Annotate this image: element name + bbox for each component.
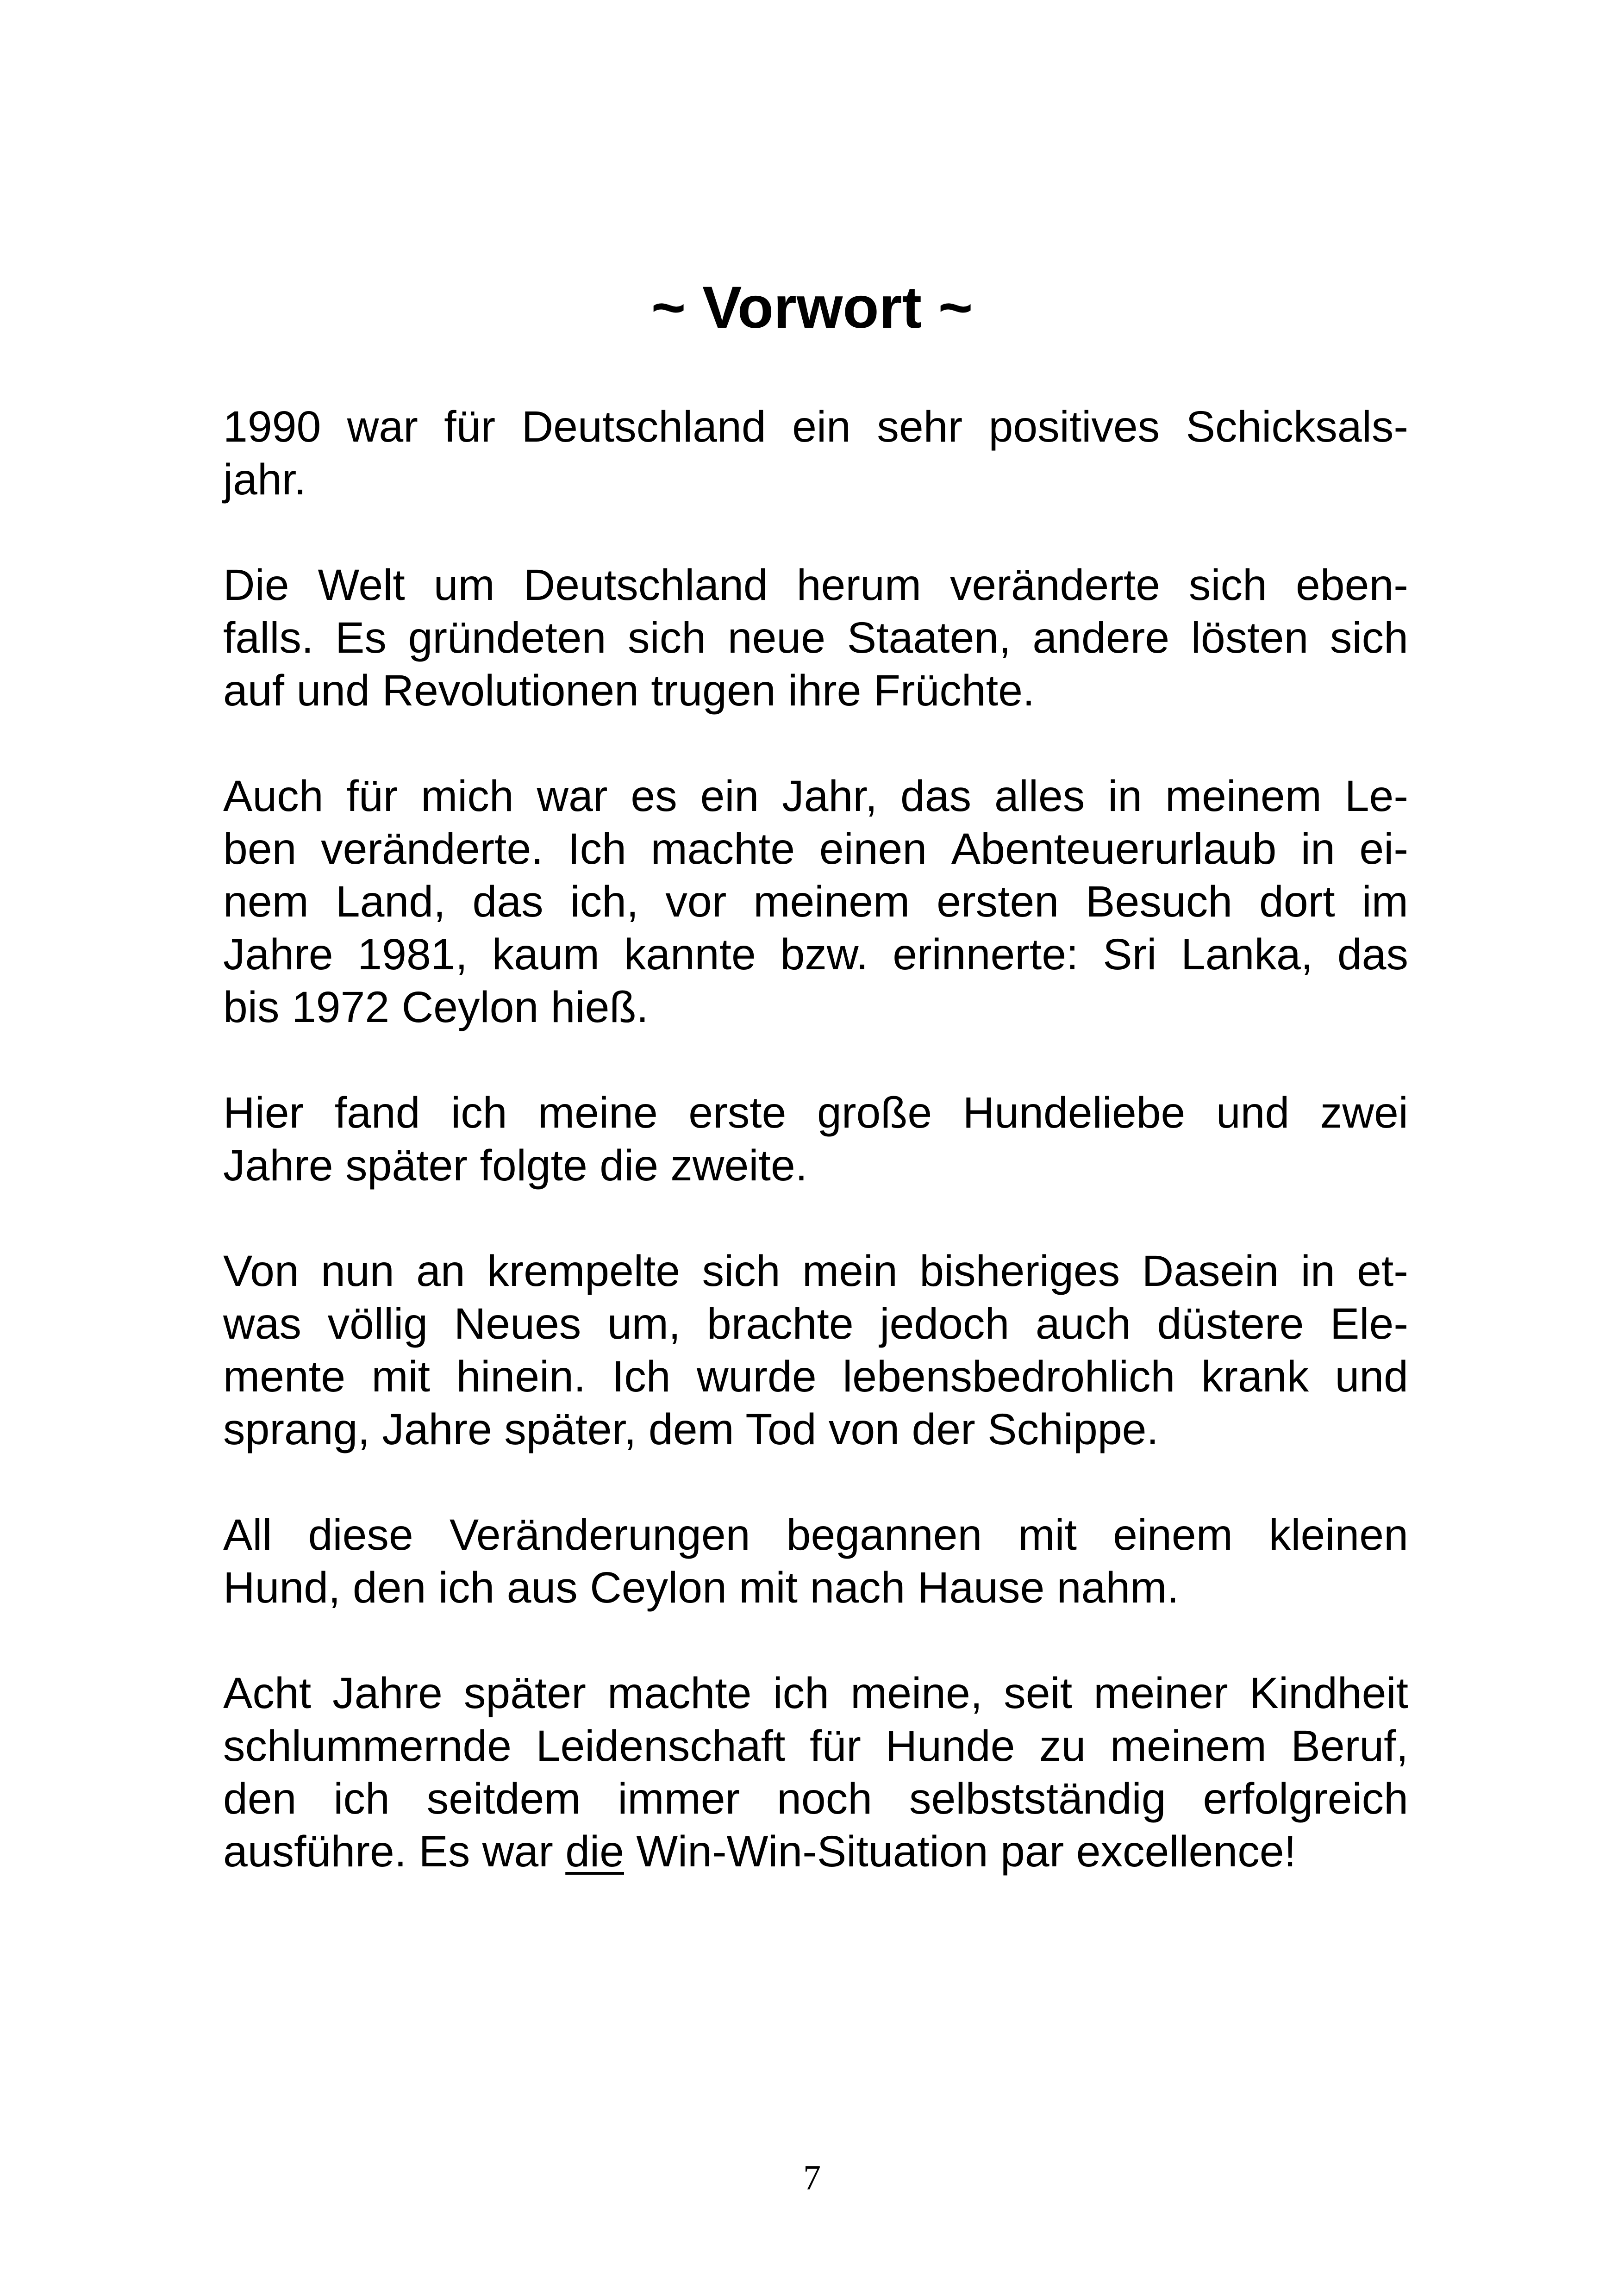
paragraph: [223, 770, 1408, 1034]
text-line: schlummernde Leidenschaft für Hunde zu meinem Beruf,: [223, 1721, 1408, 1771]
text-segment: ausführe. Es war: [223, 1827, 566, 1876]
text-line: All diese Veränderungen begannen mit einem kleinen: [223, 1510, 1408, 1559]
text-line: auf und Revolutionen trugen ihre Früchte.: [223, 666, 1035, 715]
text-line: jahr.: [223, 455, 306, 504]
paragraph: [223, 1667, 1408, 1878]
paragraph: [223, 400, 1408, 506]
text-line: ben veränderte. Ich machte einen Abenteuerurlaub in ei-: [223, 824, 1408, 873]
text-line: sprang, Jahre später, dem Tod von der Schippe.: [223, 1405, 1159, 1454]
text-line: was völlig Neues um, brachte jedoch auch düstere Ele-: [223, 1299, 1408, 1348]
paragraph: [223, 1509, 1408, 1614]
text-line: nem Land, das ich, vor meinem ersten Besuch dort im: [223, 877, 1408, 926]
text-line: bis 1972 Ceylon hieß.: [223, 983, 649, 1032]
text-line: Acht Jahre später machte ich meine, seit meiner Kindheit: [223, 1669, 1408, 1718]
page-number: 7: [803, 2158, 821, 2197]
text-line: Hund, den ich aus Ceylon mit nach Hause nahm.: [223, 1563, 1179, 1612]
text-line: Auch für mich war es ein Jahr, das alles in meinem Le-: [223, 772, 1408, 821]
text-line: Die Welt um Deutschland herum veränderte sich eben-: [223, 561, 1408, 610]
text-line: 1990 war für Deutschland ein sehr positives Schicksals-: [223, 402, 1408, 451]
text-line: Von nun an krempelte sich mein bisheriges Dasein in et-: [223, 1247, 1408, 1296]
text-line: mente mit hinein. Ich wurde lebensbedrohlich krank und: [223, 1352, 1408, 1401]
paragraph: [223, 1245, 1408, 1456]
text-line: Hier fand ich meine erste große Hundeliebe und zwei: [223, 1088, 1408, 1137]
paragraph: [223, 1086, 1408, 1192]
underlined-word: die: [565, 1827, 624, 1876]
text-line: den ich seitdem immer noch selbstständig erfolgreich: [223, 1774, 1408, 1823]
paragraph: [223, 559, 1408, 717]
text-line: [223, 1825, 1408, 1878]
text-line: Jahre 1981, kaum kannte bzw. erinnerte: Sri Lanka, das: [223, 930, 1408, 979]
text-line: Jahre später folgte die zweite.: [223, 1141, 808, 1190]
body-text: [223, 400, 1408, 1931]
text-line: falls. Es gründeten sich neue Staaten, andere lösten sich: [223, 613, 1408, 662]
text-segment: Win-Win-Situation par excellence!: [624, 1827, 1296, 1876]
page-title: ~ Vorwort ~: [651, 274, 973, 341]
